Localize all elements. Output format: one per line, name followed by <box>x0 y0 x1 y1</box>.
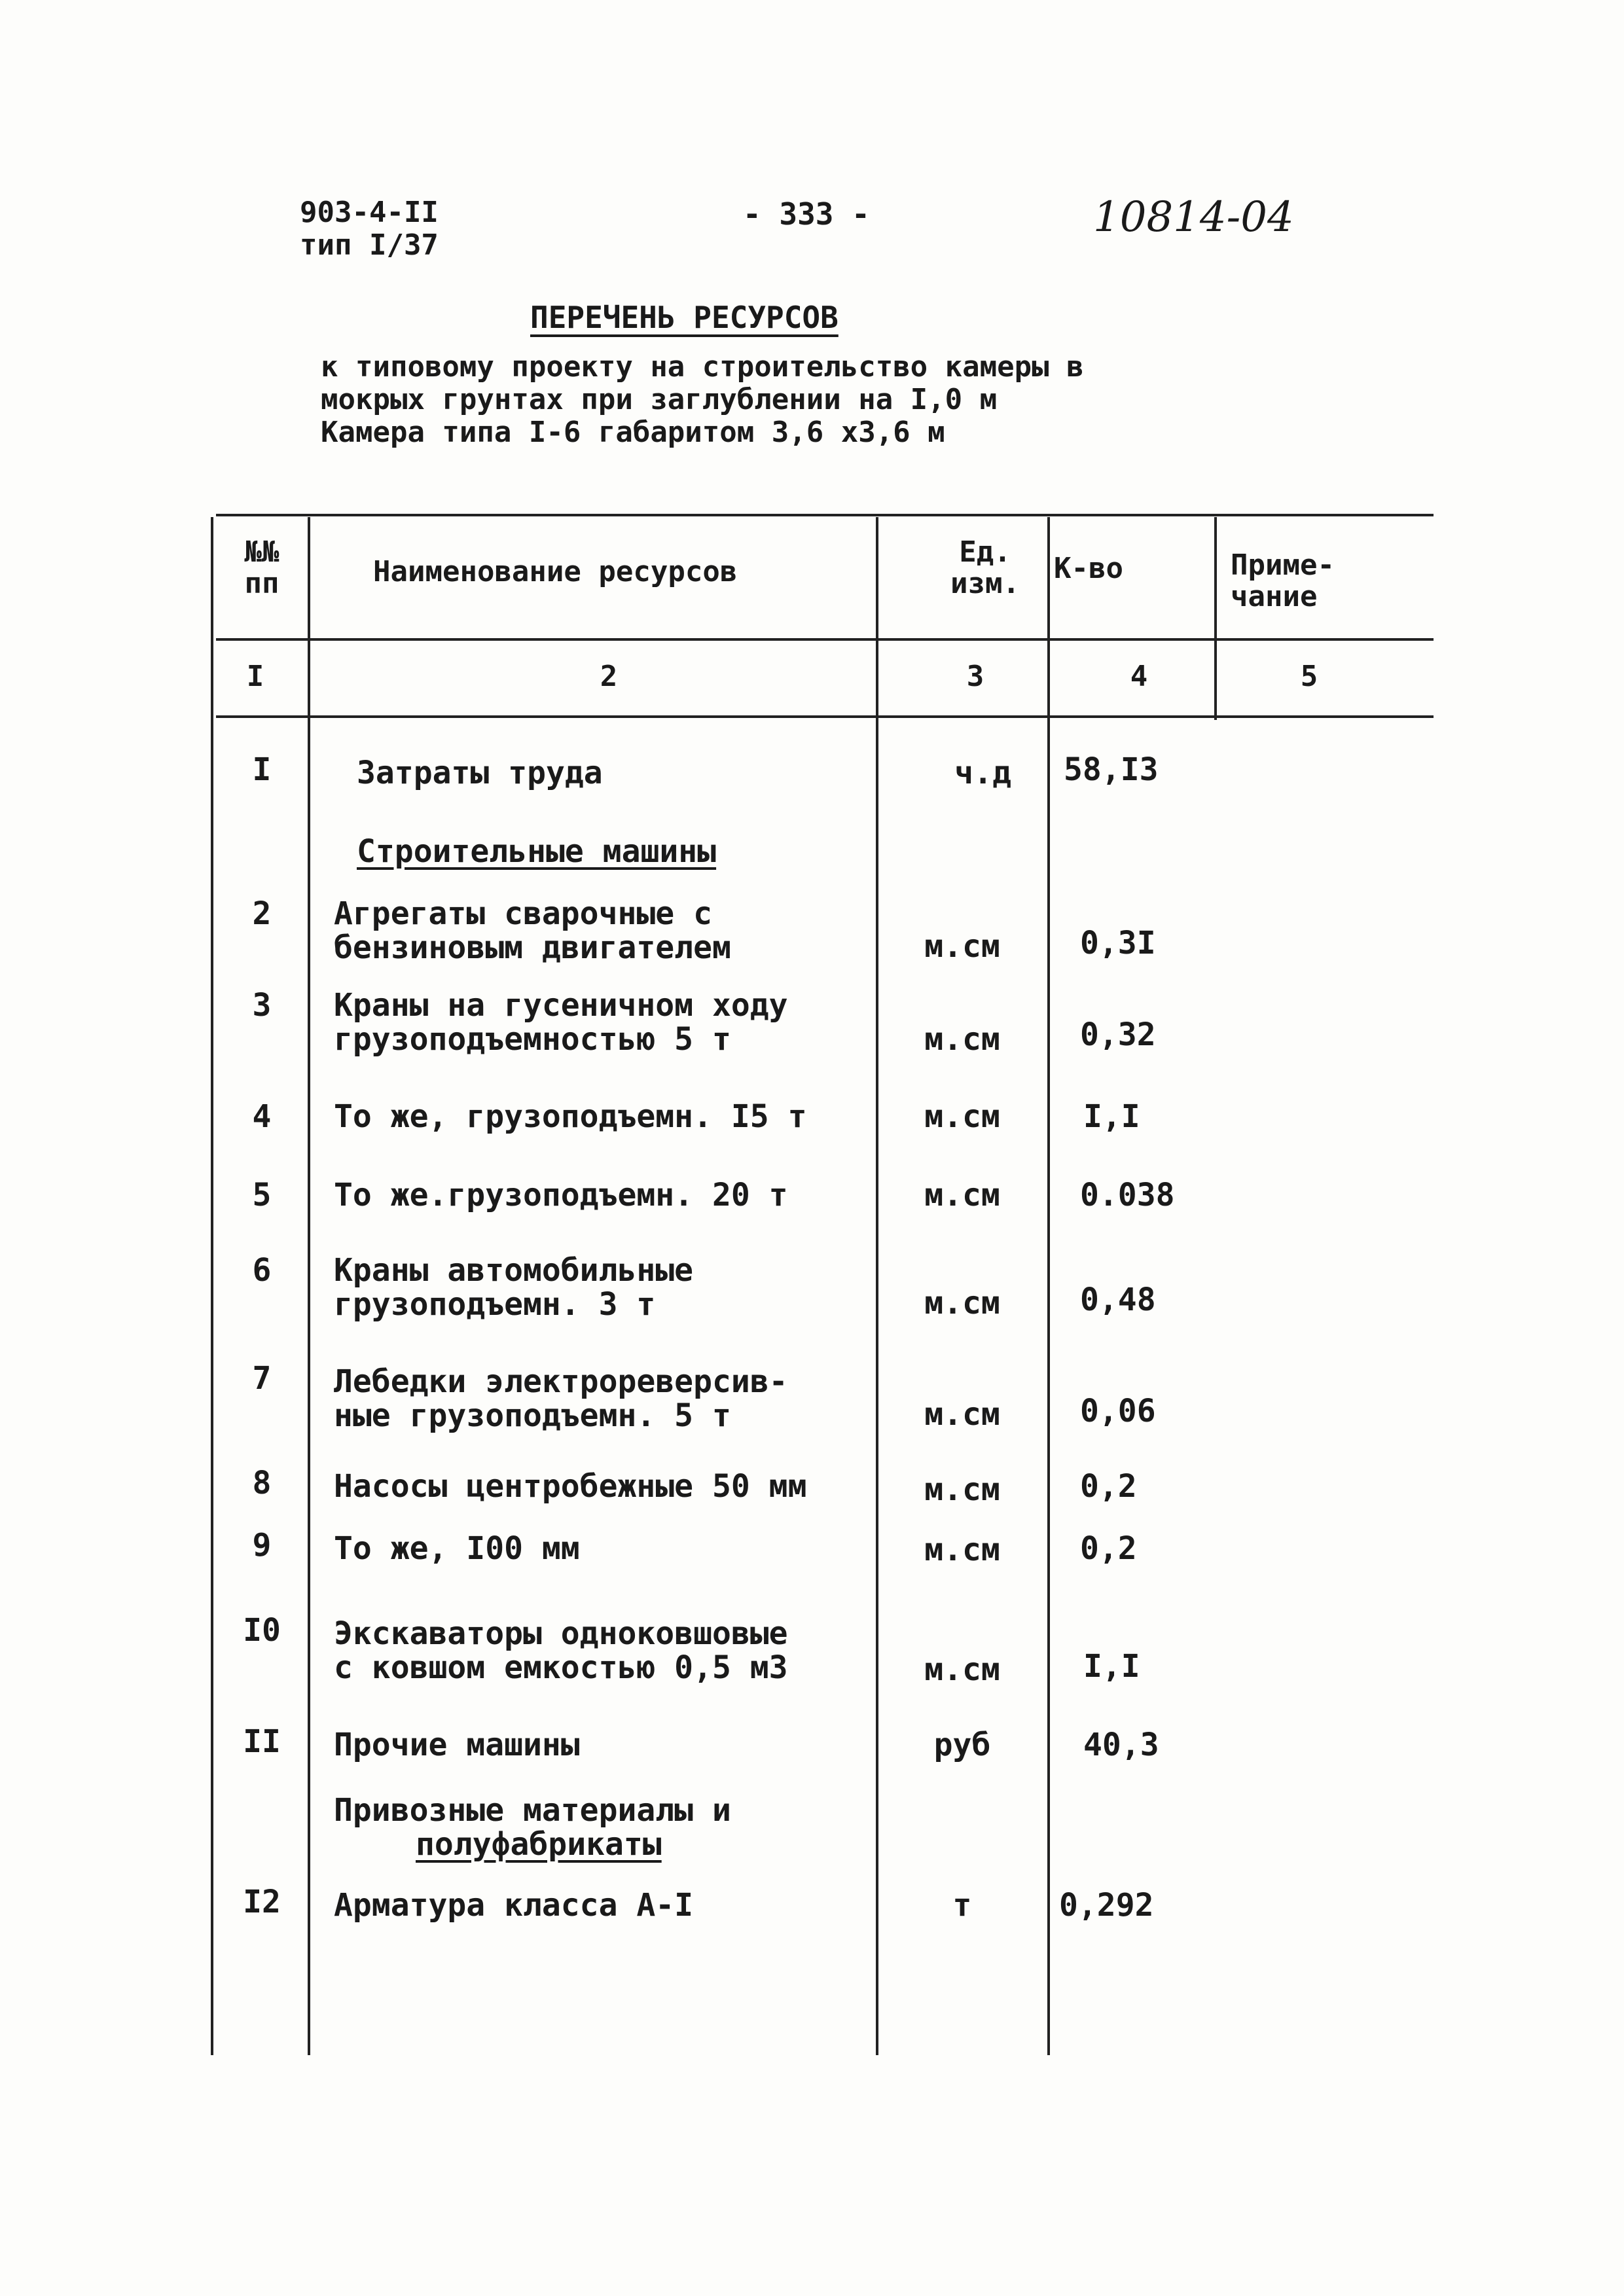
row-1-num: I <box>252 751 272 788</box>
handwritten-number: 10814-04 <box>1093 193 1294 242</box>
row-11-unit: руб <box>933 1727 991 1763</box>
header-num: №№ пп <box>244 535 280 600</box>
colnum-3: 3 <box>966 660 984 693</box>
row-7-num: 7 <box>252 1360 272 1397</box>
table-left-border <box>211 517 213 2055</box>
row-1-name: Затраты труда <box>357 755 603 791</box>
row-8-qty: 0,2 <box>1080 1468 1137 1505</box>
row-2-name: Агрегаты сварочные с бензиновым двигателем <box>334 895 731 966</box>
section-construction-machines: Строительные машины <box>357 833 717 870</box>
row-4-unit: м.см <box>924 1098 1000 1135</box>
row-12-name: Арматура класса А-I <box>334 1887 694 1924</box>
row-7-qty: 0,06 <box>1080 1393 1156 1429</box>
subtitle-line1: к типовому проекту на строительство камеры в <box>321 350 1084 384</box>
colnum-4: 4 <box>1130 660 1148 693</box>
row-7-unit: м.см <box>924 1396 1000 1433</box>
row-5-num: 5 <box>252 1177 272 1213</box>
header-note: Приме- чание <box>1231 548 1335 613</box>
row-3-unit: м.см <box>924 1021 1000 1058</box>
row-1-qty: 58,I3 <box>1064 751 1159 788</box>
document-title: ПЕРЕЧЕНЬ РЕСУРСОВ <box>530 300 839 335</box>
row-5-unit: м.см <box>924 1177 1000 1213</box>
row-10-unit: м.см <box>924 1651 1000 1688</box>
row-10-qty: I,I <box>1083 1648 1140 1685</box>
row-11-qty: 40,3 <box>1083 1727 1159 1763</box>
col-divider-3 <box>1047 517 1050 2055</box>
col-divider-1 <box>308 517 310 2055</box>
subtitle-line2: мокрых грунтах при заглублении на I,0 м <box>321 383 998 416</box>
colnum-bottom-border <box>216 715 1434 718</box>
row-12-unit: т <box>952 1887 972 1924</box>
header-unit: Ед. изм. <box>950 535 1020 600</box>
row-3-num: 3 <box>252 987 272 1024</box>
page-number: - 333 - <box>743 196 870 232</box>
colnum-5: 5 <box>1300 660 1318 693</box>
colnum-1: I <box>246 660 264 693</box>
subtitle-line3: Камера типа I-6 габаритом 3,6 х3,6 м <box>321 416 945 449</box>
row-10-name: Экскаваторы одноковшовые с ковшом емкостью 0,5 м3 <box>334 1615 788 1686</box>
row-1-unit: ч.д <box>954 755 1011 791</box>
row-7-name: Лебедки электрореверсив- ные грузоподъемн. 5 т <box>334 1363 788 1434</box>
document-code <box>300 196 439 262</box>
table-top-border <box>216 514 1434 516</box>
row-8-name: Насосы центробежные 50 мм <box>334 1468 807 1505</box>
row-11-num: II <box>243 1723 281 1760</box>
row-8-num: 8 <box>252 1465 272 1501</box>
row-9-unit: м.см <box>924 1532 1000 1568</box>
colnum-2: 2 <box>600 660 618 693</box>
document-code-line1: 903-4-II <box>300 196 439 229</box>
row-6-qty: 0,48 <box>1080 1282 1156 1318</box>
row-3-qty: 0,32 <box>1080 1016 1156 1053</box>
row-5-name: То же.грузоподъемн. 20 т <box>334 1177 788 1213</box>
row-8-unit: м.см <box>924 1471 1000 1508</box>
header-qty: К-во <box>1054 552 1123 585</box>
row-4-num: 4 <box>252 1098 272 1135</box>
col-divider-2 <box>876 517 878 2055</box>
row-10-num: I0 <box>243 1612 281 1649</box>
row-9-qty: 0,2 <box>1080 1530 1137 1567</box>
header-bottom-border <box>216 638 1434 641</box>
row-2-qty: 0,3I <box>1080 925 1156 961</box>
row-9-num: 9 <box>252 1527 272 1564</box>
row-6-name: Краны автомобильные грузоподъемн. 3 т <box>334 1252 694 1323</box>
row-3-name: Краны на гусеничном ходу грузоподъемностью 5 т <box>334 987 788 1058</box>
row-9-name: То же, I00 мм <box>334 1530 580 1567</box>
document-code-line2: тип I/37 <box>300 228 439 262</box>
row-4-qty: I,I <box>1083 1098 1140 1135</box>
row-6-unit: м.см <box>924 1285 1000 1321</box>
row-5-qty: 0.038 <box>1080 1177 1175 1213</box>
row-6-num: 6 <box>252 1252 272 1289</box>
row-12-num: I2 <box>243 1884 281 1920</box>
header-name: Наименование ресурсов <box>373 555 738 588</box>
col-divider-4 <box>1214 517 1217 720</box>
row-12-qty: 0,292 <box>1059 1887 1154 1924</box>
row-2-num: 2 <box>252 895 272 932</box>
row-11-name: Прочие машины <box>334 1727 580 1763</box>
row-2-unit: м.см <box>924 928 1000 965</box>
section-imported-materials: Привозные материалы и полуфабрикаты <box>334 1792 731 1863</box>
row-4-name: То же, грузоподъемн. I5 т <box>334 1098 807 1135</box>
